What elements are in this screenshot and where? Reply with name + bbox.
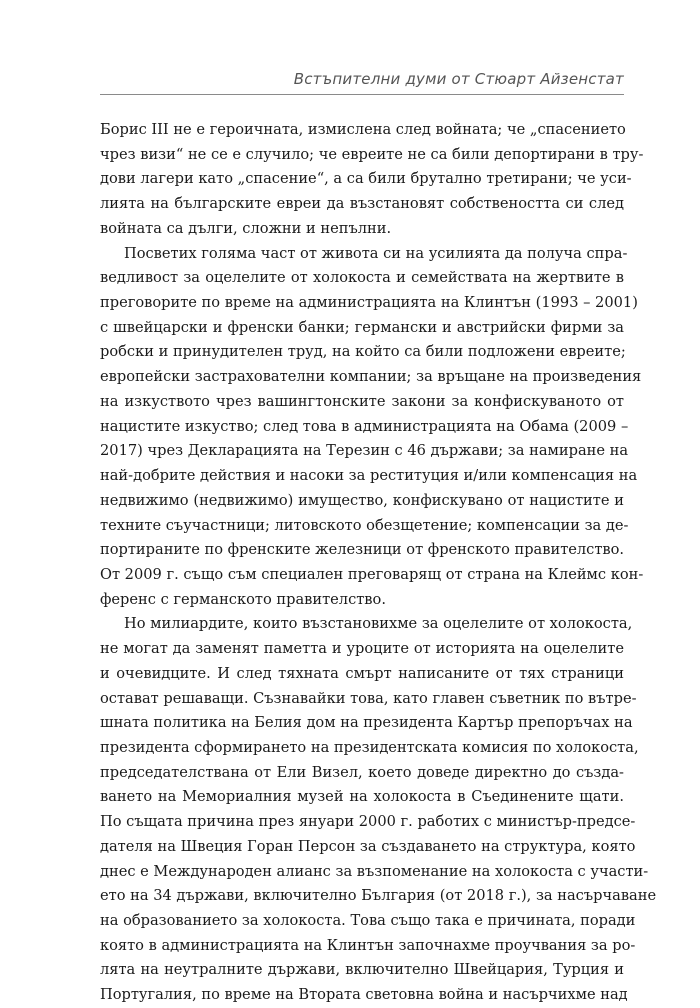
text-line: 2017) чрез Декларацията на Терезин с 46 държави; за намиране на — [100, 442, 629, 460]
text-line: войната са дълги, сложни и непълни. — [100, 219, 392, 237]
text-line: портираните по френските железници от френското правителство. — [100, 541, 625, 559]
text-line: и очевидците. И след тяхната смърт написаните от тях страници — [100, 664, 624, 682]
text-line: ференс с германското правителство. — [100, 590, 386, 608]
text-line: с швейцарски и френски банки; германски и австрийски фирми за — [100, 318, 624, 336]
body-text — [100, 118, 657, 1008]
text-line: остават решаващи. Съзнавайки това, като главен съветник по вътре- — [100, 689, 637, 707]
paragraph — [100, 118, 644, 242]
text-line: която в администрацията на Клинтън започнахме проучвания за ро- — [100, 936, 636, 954]
text-line: президента сформирането на президентската комисия по холокоста, — [100, 738, 639, 756]
text-line: ването на Мемориалния музей на холокоста в Съединените щати. — [100, 788, 624, 806]
header-rule — [100, 94, 624, 95]
text-line: ето на 34 държави, включително България (от 2018 г.), за насърчаване — [100, 887, 657, 905]
text-line: Борис III не е героичната, измислена след войната; че „спасението — [100, 121, 626, 138]
text-line: най-добрите действия и насоки за реституция и/или компенсация на — [100, 467, 638, 485]
text-line: европейски застрахователни компании; за връщане на произведения — [100, 368, 642, 386]
text-line: Но милиардите, които възстановихме за оцелелите от холокоста, — [124, 615, 633, 633]
paragraph — [100, 612, 657, 1008]
text-line: дателя на Швеция Горан Персон за създаването на структура, която — [100, 837, 636, 855]
text-line: чрез визи“ не се е случило; че евреите не са били депортирани в тру- — [100, 145, 644, 163]
paragraph — [100, 242, 644, 613]
text-line: не могат да заменят паметта и уроците от историята на оцелелите — [100, 640, 624, 658]
text-line: недвижимо (недвижимо) имущество, конфискувано от нацистите и — [100, 491, 624, 509]
text-line: Португалия, по време на Втората световна война и насърчихме над — [100, 986, 628, 1004]
text-line: шната политика на Белия дом на президента Картър препоръчах на — [100, 714, 633, 732]
text-line: на образованието за холокоста. Това също така е причината, поради — [100, 912, 636, 929]
text-line: По същата причина през януари 2000 г. работих с министър-предсе- — [100, 813, 636, 831]
text-line: днес е Международен алианс за възпоменание на холокоста с участи- — [100, 862, 649, 880]
text-line: робски и принудителен труд, на който са били подложени евреите; — [100, 343, 626, 361]
text-line: лята на неутралните държави, включително Швейцария, Турция и — [100, 961, 624, 979]
text-line: Посветих голяма част от живота си на усилията да получа спра- — [124, 244, 628, 262]
text-line: лията на българските евреи да възстановят собствеността си след — [100, 195, 624, 213]
running-head: Встъпителни думи от Стюарт Айзенстат — [293, 70, 624, 88]
text-line: ведливост за оцелелите от холокоста и семействата на жертвите в — [100, 269, 624, 287]
text-line: дови лагери като „спасение“, а са били брутално третирани; че уси- — [100, 170, 632, 188]
text-line: преговорите по време на администрацията на Клинтън (1993 – 2001) — [100, 294, 638, 312]
text-line: техните съучастници; литовското обезщетение; компенсации за де- — [100, 516, 629, 534]
text-line: на изкуството чрез вашингтонските закони за конфискуваното от — [100, 392, 624, 410]
text-line: нацистите изкуство; след това в администрацията на Обама (2009 – — [100, 417, 629, 435]
text-line: председателствана от Ели Визел, което доведе директно до създа- — [100, 763, 624, 781]
text-line: От 2009 г. също съм специален преговарящ от страна на Клеймс кон- — [100, 565, 644, 583]
